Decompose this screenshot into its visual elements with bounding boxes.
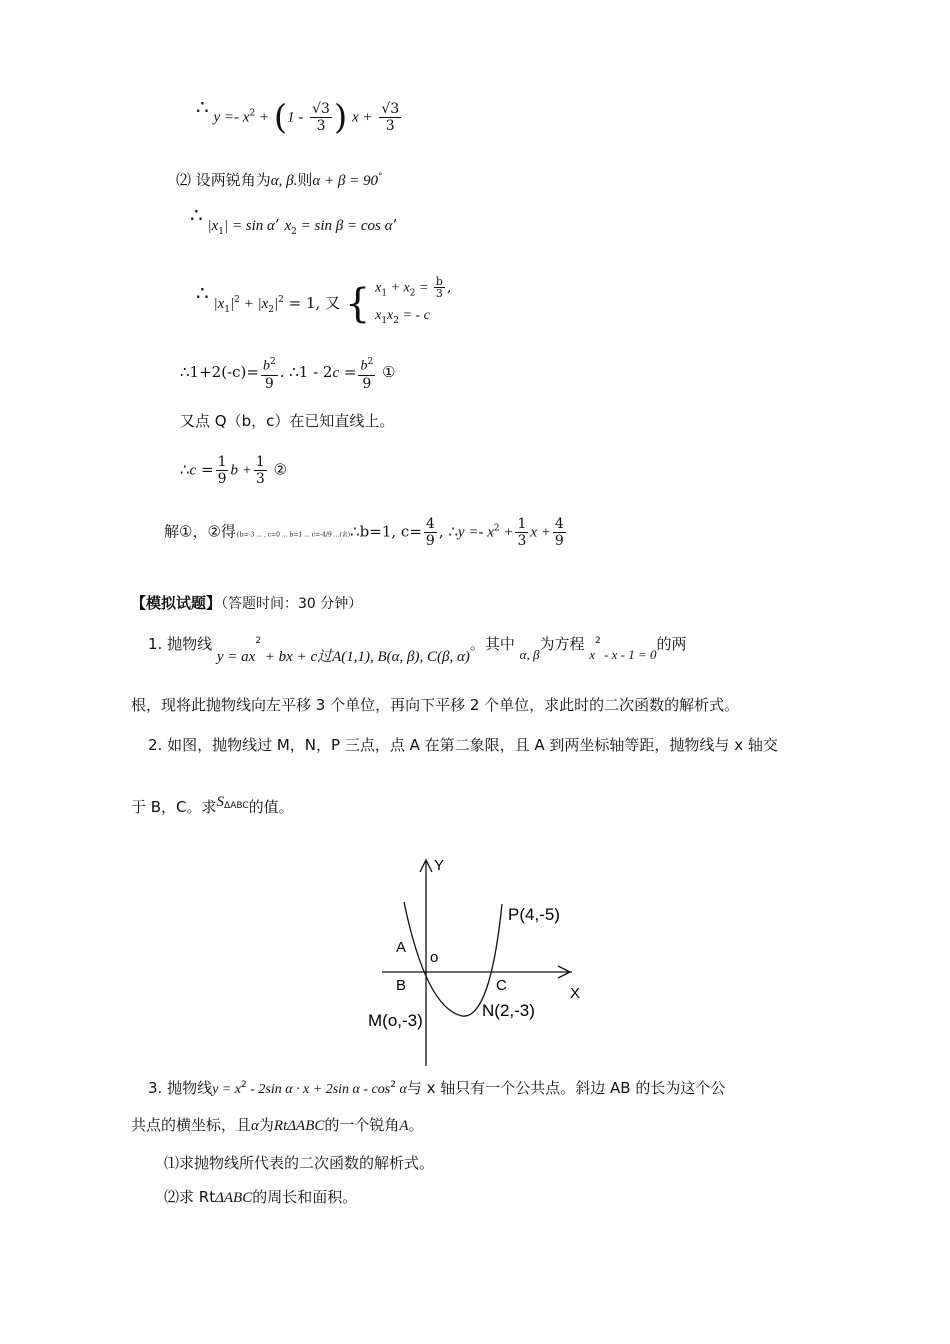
- math-text: ΔABC: [215, 1190, 253, 1206]
- math-text: y = ax: [216, 649, 256, 665]
- point-b-label: B: [396, 977, 407, 994]
- therefore-symbol: ∴: [190, 203, 203, 227]
- text: ,: [446, 279, 452, 296]
- subscript: 1: [224, 305, 231, 316]
- math-text: x: [375, 280, 382, 296]
- point-m-label: M(o,-3): [368, 1011, 423, 1030]
- math-text: = sin β = cos α: [296, 218, 393, 234]
- numerator: 1: [255, 454, 265, 470]
- text: 又点 Q（b，c）在已知直线上。: [180, 412, 395, 430]
- denominator: 3: [255, 471, 265, 487]
- formula-line-3: [190, 203, 398, 243]
- degree-sign: °: [378, 172, 383, 182]
- fraction: [310, 101, 332, 134]
- math-text: = - c: [399, 308, 430, 324]
- text: ∴1+2(-c)=: [180, 362, 259, 381]
- question-1-line-2: [131, 694, 739, 716]
- math-text: A: [399, 1118, 409, 1134]
- math-text: x +: [530, 524, 551, 541]
- section-note: （答题时间：30 分钟）: [221, 596, 363, 612]
- denominator: 9: [362, 375, 372, 392]
- math-text: |: [230, 296, 235, 313]
- text: 抛物线: [162, 635, 213, 653]
- math-text: =: [415, 280, 432, 296]
- text: , ∴: [438, 522, 458, 541]
- text: ∴: [180, 460, 190, 479]
- fraction: [379, 101, 401, 134]
- math-text: x +: [352, 109, 373, 126]
- subscript: 2: [393, 316, 399, 327]
- point-c-label: C: [496, 977, 507, 994]
- fraction: [261, 354, 278, 392]
- text: ①: [377, 362, 396, 381]
- denominator: 9: [554, 533, 564, 549]
- text: ②: [268, 460, 287, 479]
- text: . ∴1 - 2: [279, 362, 333, 381]
- formula-line-7: [180, 454, 287, 487]
- numerator: 4: [554, 516, 564, 532]
- text: 。: [408, 1116, 424, 1134]
- math-text: α: [251, 1118, 259, 1134]
- math-text: + bx + c过A(1,1), B(α, β), C(β, α): [261, 649, 470, 665]
- math-text: x: [589, 647, 596, 662]
- question-3-line-1: [148, 1074, 725, 1101]
- question-2-line-2: [131, 796, 294, 825]
- numerator: [261, 354, 278, 376]
- fraction: [254, 454, 267, 487]
- x-axis-label: X: [570, 985, 581, 1002]
- math-text: α + β = 90: [312, 173, 378, 189]
- text: ⑵ 设两锐角为: [176, 171, 271, 189]
- tiny-system: {b=-3 ... , c=0 ... b=1 ... c=-4/9 ...(舍): [235, 531, 351, 539]
- formula-line-8: [164, 516, 568, 549]
- text: 的一个锐角: [324, 1116, 400, 1134]
- text: 为: [258, 1116, 274, 1134]
- section-title: 【模拟试题】: [131, 594, 222, 612]
- text: 则: [297, 171, 313, 189]
- math-text: α: [395, 1082, 407, 1097]
- question-number: 1.: [148, 635, 163, 653]
- formula-line-5: [180, 354, 395, 392]
- text: 。其中: [469, 635, 515, 653]
- therefore-symbol: ∴: [196, 94, 209, 119]
- math-text: |: [274, 296, 279, 313]
- exponent: 2: [249, 108, 256, 119]
- fraction: [515, 516, 528, 549]
- subscript: ΔABC: [224, 801, 249, 811]
- denominator: 3: [316, 118, 326, 134]
- exponent: 2: [255, 636, 262, 646]
- numerator: √3: [381, 101, 400, 117]
- denominator: 3: [517, 533, 527, 549]
- text: ’: [274, 216, 285, 234]
- math-text: y = x: [212, 1082, 241, 1097]
- question-3-sub-1: [164, 1152, 434, 1174]
- fraction: [553, 516, 566, 549]
- fraction: [358, 354, 375, 392]
- numerator: b: [435, 275, 443, 288]
- parabola-figure: [360, 848, 590, 1070]
- subscript: 1: [381, 316, 388, 327]
- equation-system: [375, 276, 451, 332]
- point-a-label: A: [396, 939, 407, 956]
- denominator: 3: [385, 118, 395, 134]
- left-brace: {: [344, 281, 371, 328]
- question-number: 3.: [148, 1079, 163, 1097]
- denominator: 9: [425, 533, 435, 549]
- math-text: + x: [387, 280, 410, 296]
- formula-line-6: [180, 410, 394, 432]
- math-text: α, β: [519, 647, 540, 662]
- text: ⑵求 Rt: [164, 1188, 216, 1206]
- system-row-2: [375, 304, 451, 332]
- fraction: [424, 516, 437, 549]
- text: 抛物线: [162, 1079, 213, 1097]
- subscript: 2: [291, 227, 297, 237]
- text: ∴b=1, c=: [350, 522, 422, 541]
- math-text: y =- x: [457, 524, 494, 541]
- numerator: [358, 354, 375, 376]
- text: 的值。: [248, 798, 294, 816]
- text: 为方程: [539, 635, 585, 653]
- math-text: b +: [230, 462, 252, 479]
- subscript: 2: [268, 305, 275, 316]
- subscript: 2: [409, 288, 416, 299]
- exponent: 2: [278, 295, 284, 306]
- text: 与 x 轴只有一个公共点。斜边 AB 的长为这个公: [406, 1079, 726, 1097]
- text: 解①，②得: [164, 522, 236, 541]
- exponent: 2: [269, 357, 276, 367]
- text: =: [196, 460, 214, 479]
- fraction: [434, 276, 445, 299]
- exponent: 2: [595, 636, 601, 646]
- math-text: x: [284, 218, 292, 234]
- numerator: 1: [217, 454, 227, 470]
- text: = 1, 又: [283, 294, 341, 313]
- text: ’: [392, 216, 398, 234]
- text: 于 B，C。求: [131, 798, 217, 816]
- parabola-curve: [404, 902, 502, 1016]
- text: ⑴求抛物线所代表的二次函数的解析式。: [164, 1154, 435, 1172]
- point-n-label: N(2,-3): [482, 1001, 535, 1020]
- math-text: c: [332, 364, 340, 381]
- exponent: 2: [367, 357, 374, 367]
- formula-line-1: [196, 94, 403, 138]
- point-p-label: P(4,-5): [508, 905, 560, 924]
- right-paren: ): [333, 97, 348, 138]
- math-text: y =- x: [213, 109, 250, 126]
- exponent: 2: [234, 295, 240, 306]
- math-text: | = sin α: [224, 218, 275, 234]
- math-text: 1 -: [287, 109, 304, 126]
- question-number: 2.: [148, 736, 163, 754]
- y-axis-label: Y: [434, 857, 445, 874]
- exponent: 2: [493, 523, 500, 534]
- math-text: RtΔABC: [273, 1118, 325, 1134]
- formula-line-4: [196, 276, 451, 332]
- text: 共点的横坐标，且: [131, 1116, 252, 1134]
- question-3-sub-2: [164, 1186, 357, 1209]
- math-text: |x: [207, 218, 219, 234]
- exponent: 2: [390, 1080, 396, 1090]
- math-text: - 2sin α · x + 2sin α - cos: [246, 1082, 391, 1097]
- math-text: b: [360, 358, 368, 374]
- denominator: 9: [217, 471, 227, 487]
- formula-line-2: [176, 166, 383, 192]
- math-text: + |x: [239, 296, 269, 313]
- math-text: c: [189, 462, 197, 479]
- denominator: 3: [435, 287, 443, 300]
- origin-label: o: [430, 949, 439, 966]
- numerator: √3: [312, 101, 330, 117]
- question-3-line-2: [131, 1114, 424, 1137]
- text: 的周长和面积。: [252, 1188, 358, 1206]
- math-text: x: [387, 308, 394, 324]
- subscript: 1: [218, 227, 225, 237]
- fraction: [216, 454, 229, 487]
- denominator: 9: [264, 375, 274, 392]
- exponent: 2: [240, 1080, 247, 1090]
- math-text: S: [216, 794, 225, 810]
- subscript: 1: [381, 288, 388, 299]
- question-1-line-1: [148, 630, 687, 665]
- math-text: b: [262, 358, 270, 374]
- math-text: x: [375, 308, 382, 324]
- text: 如图，抛物线过 M，N，P 三点，点 A 在第二象限，且 A 到两坐标轴等距，抛物线与 x 轴交: [162, 736, 778, 754]
- question-2-line-1: [148, 734, 778, 756]
- text: =: [339, 362, 357, 381]
- text: 的两: [656, 635, 687, 653]
- system-row-1: [375, 276, 451, 304]
- numerator: 1: [517, 516, 527, 532]
- section-heading: [131, 592, 362, 615]
- text: 根，现将此抛物线向左平移 3 个单位，再向下平移 2 个单位，求此时的二次函数的解析式。: [131, 696, 740, 714]
- therefore-symbol: ∴: [196, 281, 209, 306]
- left-paren: (: [273, 97, 288, 138]
- math-text: +: [255, 109, 270, 126]
- math-text: |x: [213, 296, 225, 313]
- math-text: α, β.: [270, 173, 298, 189]
- math-text: - x - 1 = 0: [600, 647, 657, 662]
- math-text: +: [499, 524, 514, 541]
- numerator: 4: [425, 516, 435, 532]
